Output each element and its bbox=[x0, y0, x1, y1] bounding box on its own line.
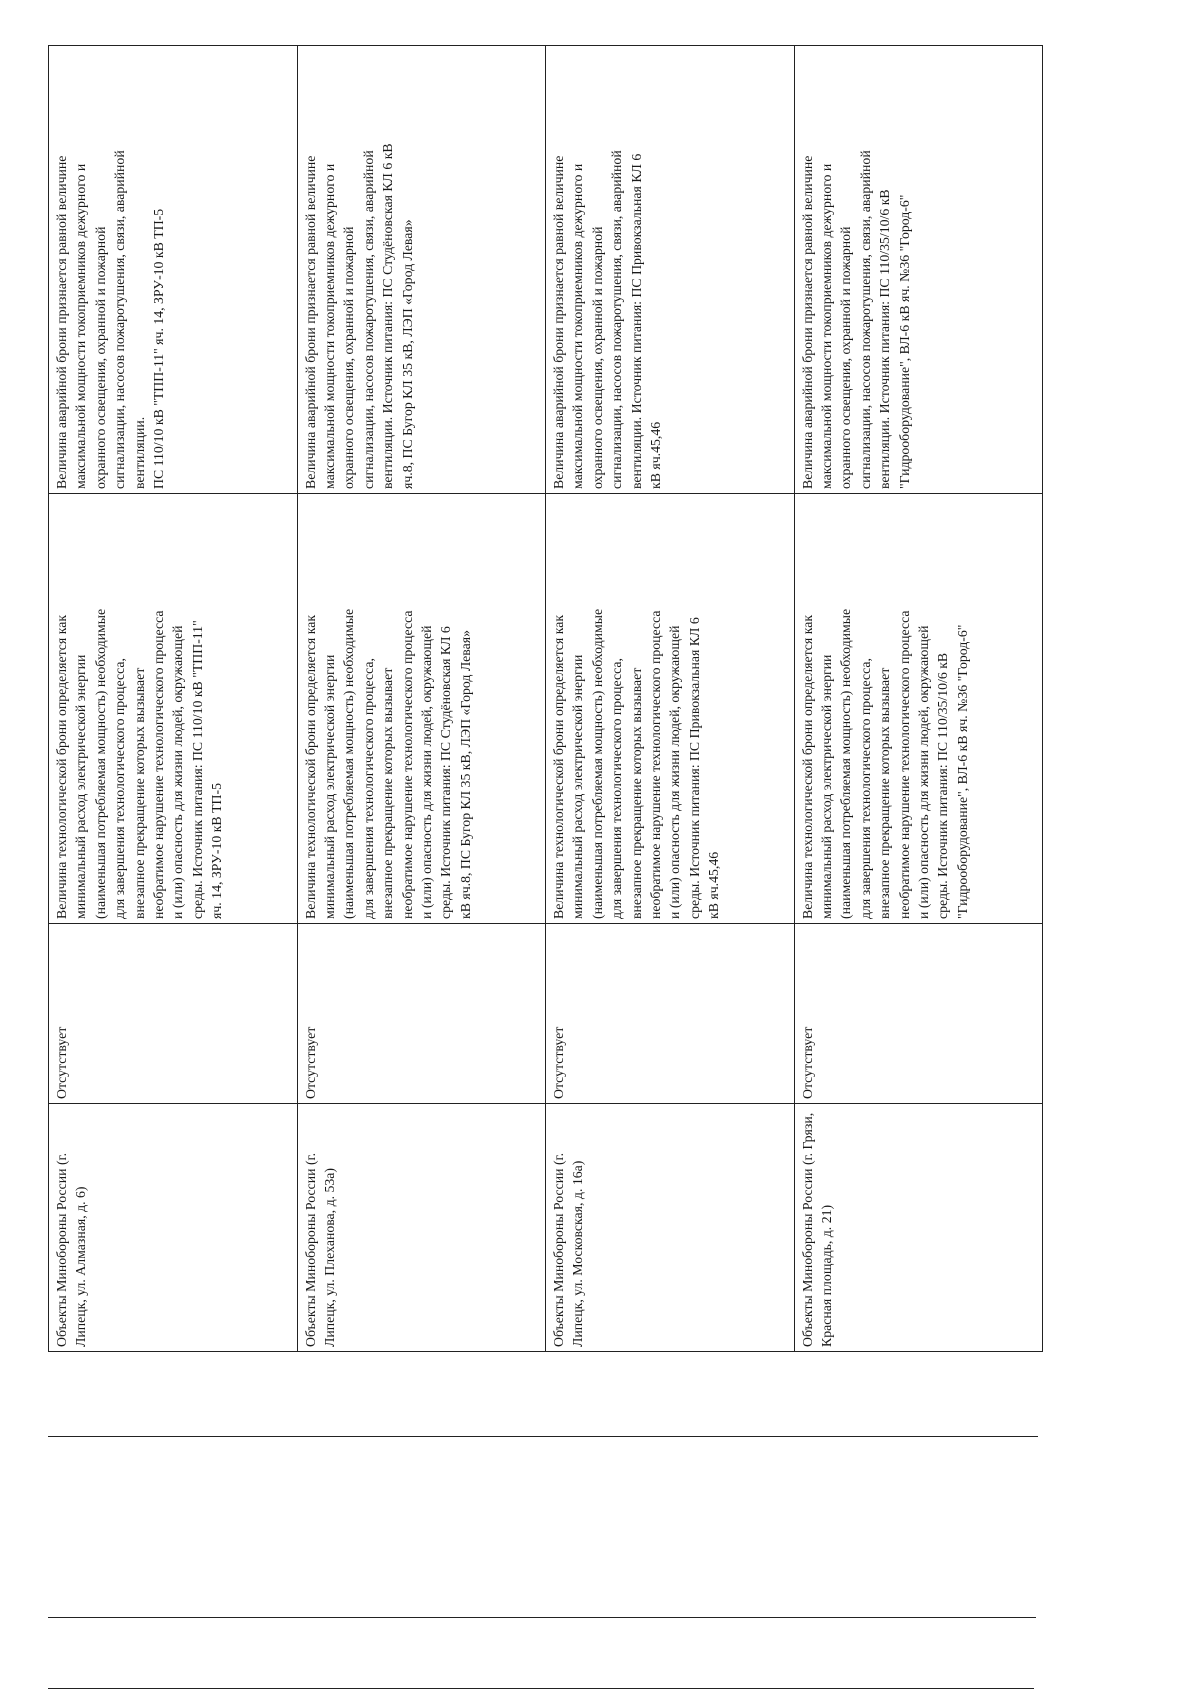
object-cell: Объекты Минобороны России (г. Липецк, ул. Плеханова, д. 53а) bbox=[297, 1104, 546, 1352]
emergency-reserve-cell: Величина аварийной брони признается равной величине максимальной мощности токоприемников дежурного и охранного освещения, охранной и пожарной сигнализации, насосов пожаротушения, связи, аварийной вентиляции. Источник питания: ПС Привокзальная КЛ 6 кВ яч.45,46 bbox=[546, 46, 795, 494]
horizontal-rule bbox=[48, 1436, 1038, 1437]
tech-reserve-cell: Величина технологической брони определяется как минимальный расход электрической энергии (наименьшая потребляемая мощность) необходимые для завершения технологического процесса, внезапное прекращение которых вызывает необратимое нарушение технологического процесса и (или) опасность для жизни людей, окружающей среды. Источник питания: ПС Привокзальная КЛ 6 кВ яч.45,46 bbox=[546, 494, 795, 924]
tech-reserve-cell: Величина технологической брони определяется как минимальный расход электрической энергии (наименьшая потребляемая мощность) необходимые для завершения технологического процесса, внезапное прекращение которых вызывает необратимое нарушение технологического процесса и (или) опасность для жизни людей, окружающей среды. Источник питания: ПС 110/35/10/6 кВ "Гидрооборудование", ВЛ-6 кВ яч. №36 "Город-6" bbox=[794, 494, 1043, 924]
tech-reserve-cell: Величина технологической брони определяется как минимальный расход электрической энергии (наименьшая потребляемая мощность) необходимые для завершения технологического процесса, внезапное прекращение которых вызывает необратимое нарушение технологического процесса и (или) опасность для жизни людей, окружающей среды. Источник питания: ПС 110/10 кВ "ТПП-11" яч. 14, ЗРУ-10 кВ ТП-5 bbox=[49, 494, 298, 924]
table-row bbox=[297, 46, 546, 1352]
table-row bbox=[49, 46, 298, 1352]
horizontal-rule bbox=[48, 1617, 1036, 1618]
emergency-reserve-cell: Величина аварийной брони признается равной величине максимальной мощности токоприемников дежурного и охранного освещения, охранной и пожарной сигнализации, насосов пожаротушения, связи, аварийной вентиляции. ПС 110/10 кВ "ТПП-11" яч. 14, ЗРУ-10 кВ ТП-5 bbox=[49, 46, 298, 494]
object-cell: Объекты Минобороны России (г. Липецк, ул. Алмазная, д. 6) bbox=[49, 1104, 298, 1352]
object-cell: Объекты Минобороны России (г. Грязи, Красная площадь, д. 21) bbox=[794, 1104, 1043, 1352]
horizontal-rule bbox=[48, 1688, 1034, 1689]
emergency-reserve-cell: Величина аварийной брони признается равной величине максимальной мощности токоприемников дежурного и охранного освещения, охранной и пожарной сигнализации, насосов пожаротушения, связи, аварийной вентиляции. Источник питания: ПС Студёновская КЛ 6 кВ яч.8, ПС Бугор КЛ 35 кВ, ЛЭП «Город Левая» bbox=[297, 46, 546, 494]
object-cell: Объекты Минобороны России (г. Липецк, ул. Московская, д. 16а) bbox=[546, 1104, 795, 1352]
presence-cell: Отсутствует bbox=[546, 924, 795, 1104]
presence-cell: Отсутствует bbox=[49, 924, 298, 1104]
rotated-page-content bbox=[48, 46, 1042, 1352]
reserve-table bbox=[48, 45, 1043, 1352]
emergency-reserve-cell: Величина аварийной брони признается равной величине максимальной мощности токоприемников дежурного и охранного освещения, охранной и пожарной сигнализации, насосов пожаротушения, связи, аварийной вентиляции. Источник питания: ПС 110/35/10/6 кВ "Гидрооборудование", ВЛ-6 кВ яч. №36 "Город-6" bbox=[794, 46, 1043, 494]
table-row bbox=[546, 46, 795, 1352]
table-row bbox=[794, 46, 1043, 1352]
tech-reserve-cell: Величина технологической брони определяется как минимальный расход электрической энергии (наименьшая потребляемая мощность) необходимые для завершения технологического процесса, внезапное прекращение которых вызывает необратимое нарушение технологического процесса и (или) опасность для жизни людей, окружающей среды. Источник питания: ПС Студёновская КЛ 6 кВ яч.8, ПС Бугор КЛ 35 кВ, ЛЭП «Город Левая» bbox=[297, 494, 546, 924]
presence-cell: Отсутствует bbox=[794, 924, 1043, 1104]
presence-cell: Отсутствует bbox=[297, 924, 546, 1104]
